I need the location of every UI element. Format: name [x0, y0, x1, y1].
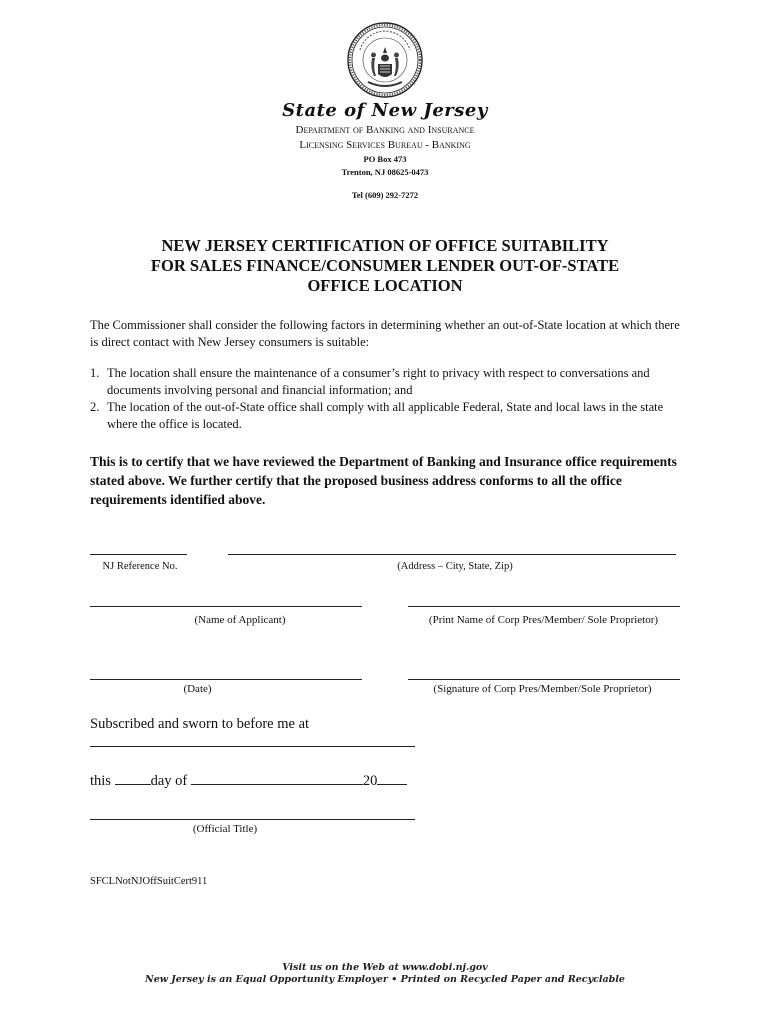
date-sworn-row	[90, 770, 407, 790]
this-label: this	[90, 773, 111, 789]
telephone: Tel (609) 292-7272	[351, 190, 419, 200]
intro-paragraph: The Commissioner shall consider the following factors in determining whether an out-of-State location at which there is direct contact with New Jersey consumers is suitable:	[90, 318, 680, 349]
factor-item	[90, 399, 690, 433]
sworn-location-field[interactable]	[90, 746, 415, 747]
certification-statement: This is to certify that we have reviewed the Department of Banking and Insurance office requirements stated above. We further certify that the proposed business address conforms to all the office requirements identified above.	[90, 454, 677, 507]
official-title-field[interactable]	[90, 819, 415, 820]
year-field[interactable]	[377, 770, 407, 785]
footer-website: Visit us on the Web at www.dobi.nj.gov	[282, 962, 488, 973]
po-box: PO Box 473	[363, 154, 407, 164]
subscribed-text: Subscribed and sworn to before me at	[90, 716, 310, 732]
title-line-3: OFFICE LOCATION	[307, 276, 463, 295]
applicant-name-field[interactable]	[90, 606, 362, 607]
applicant-name-label: (Name of Applicant)	[194, 614, 286, 626]
department-name: Department of Banking and Insurance	[295, 124, 475, 136]
nj-reference-label: NJ Reference No.	[102, 561, 178, 572]
factor-item	[90, 365, 690, 399]
city-address: Trenton, NJ 08625-0473	[341, 167, 429, 177]
print-name-field[interactable]	[408, 606, 680, 607]
date-label: (Date)	[183, 683, 212, 695]
print-name-label: (Print Name of Corp Pres/Member/ Sole Proprietor)	[428, 614, 659, 626]
title-line-1: NEW JERSEY CERTIFICATION OF OFFICE SUITABILITY	[161, 236, 609, 255]
footer-employer: New Jersey is an Equal Opportunity Employer • Printed on Recycled Paper and Recyclable	[145, 974, 625, 985]
date-field[interactable]	[90, 679, 362, 680]
nj-state-seal-icon	[346, 20, 424, 100]
factor-text: The location of the out-of-State office shall comply with all applicable Federal, State and local laws in the state where the office is located.	[107, 400, 664, 431]
address-label: (Address – City, State, Zip)	[397, 561, 513, 572]
state-title: State of New Jersey	[282, 100, 488, 121]
day-field[interactable]	[115, 770, 151, 785]
bureau-name: Licensing Services Bureau - Banking	[299, 139, 471, 151]
form-code: SFCLNotNJOffSuitCert911	[90, 876, 208, 887]
nj-reference-field[interactable]	[90, 554, 187, 555]
factor-number: 2.	[90, 400, 100, 414]
factor-text: The location shall ensure the maintenance of a consumer’s right to privacy with respect to conversations and documents involving personal and financial information; and	[107, 366, 650, 397]
month-field[interactable]	[191, 770, 363, 785]
document-title	[0, 236, 770, 296]
day-of-label: day of	[150, 773, 188, 789]
official-title-label: (Official Title)	[192, 823, 258, 835]
factor-number: 1.	[90, 366, 100, 380]
signature-field[interactable]	[408, 679, 680, 680]
address-field[interactable]	[228, 554, 676, 555]
title-line-2: FOR SALES FINANCE/CONSUMER LENDER OUT-OF-STATE	[150, 256, 620, 275]
signature-label: (Signature of Corp Pres/Member/Sole Proprietor)	[433, 683, 652, 695]
year-prefix: 20	[362, 773, 378, 789]
